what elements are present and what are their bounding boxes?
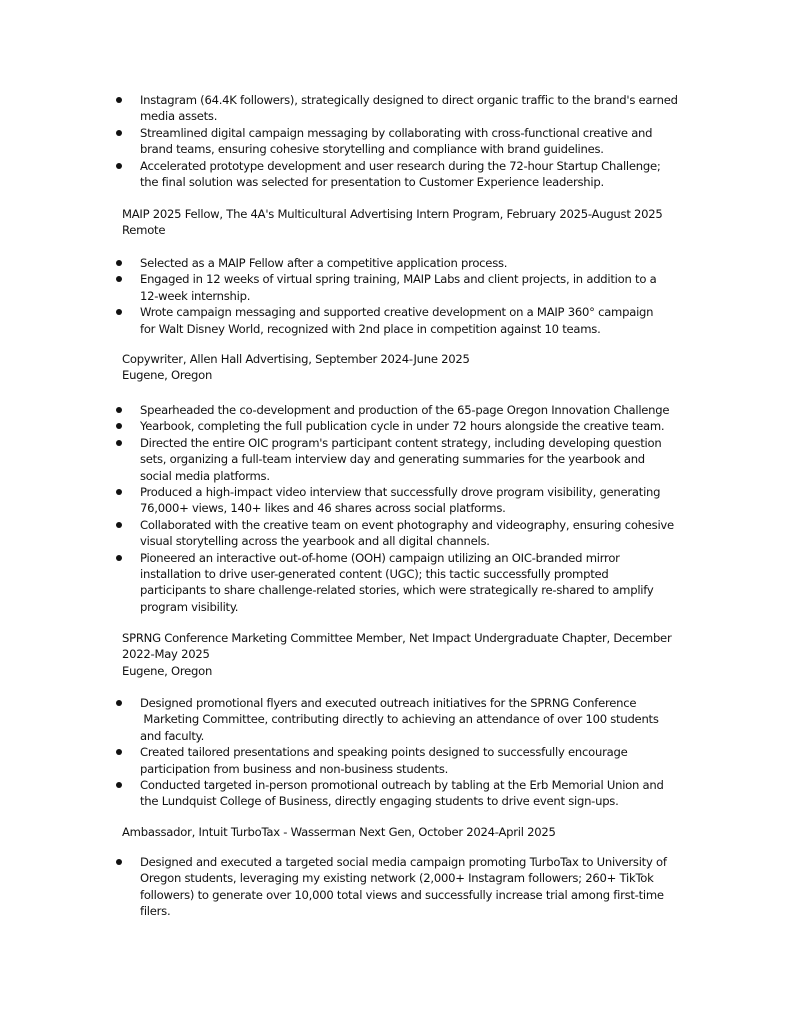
bullet-text-line: Instagram (64.4K followers), strategically designed to direct organic traffic to the brand's earned xyxy=(140,93,678,107)
bullet-icon xyxy=(116,522,122,528)
list-item xyxy=(0,304,791,337)
bullet-icon xyxy=(116,407,122,413)
list-item xyxy=(0,695,791,744)
bullet-text-line: Marketing Committee, contributing directly to achieving an attendance of over 100 students xyxy=(140,712,659,727)
bullet-list xyxy=(0,92,791,190)
bullet-text-line: Engaged in 12 weeks of virtual spring training, MAIP Labs and client projects, in addition to a xyxy=(140,272,657,287)
bullet-text-line: Yearbook, completing the full publication cycle in under 72 hours alongside the creative team. xyxy=(140,419,665,434)
bullet-list xyxy=(0,402,791,615)
bullet-icon xyxy=(116,859,122,865)
bullet-text-line: Created tailored presentations and speaking points designed to successfully encourage xyxy=(140,745,628,760)
heading-line: Ambassador, Intuit TurboTax - Wasserman Next Gen, October 2024-April 2025 xyxy=(122,825,556,839)
bullet-text-line: media assets. xyxy=(140,109,218,124)
bullet-text-line: Streamlined digital campaign messaging by collaborating with cross-functional creative and xyxy=(140,125,653,140)
bullet-icon xyxy=(116,130,122,136)
bullet-icon xyxy=(116,260,122,266)
bullet-text-line: sets, organizing a full-team interview day and generating summaries for the yearbook and xyxy=(140,452,645,467)
heading-line: SPRNG Conference Marketing Committee Member, Net Impact Undergraduate Chapter, December xyxy=(122,631,672,645)
bullet-text-line: Conducted targeted in-person promotional outreach by tabling at the Erb Memorial Union and xyxy=(140,777,664,792)
bullet-text-line: program visibility. xyxy=(140,599,239,614)
heading-line: MAIP 2025 Fellow, The 4A's Multicultural Advertising Intern Program, February 2025-August 2025 xyxy=(122,207,663,221)
bullet-text-line: Pioneered an interactive out-of-home (OOH) campaign utilizing an OIC-branded mirror xyxy=(140,550,620,565)
section-heading xyxy=(0,206,791,239)
section-heading xyxy=(0,824,791,840)
bullet-text-line: Designed and executed a targeted social media campaign promoting TurboTax to University of xyxy=(140,855,667,869)
bullet-text-line: Spearheaded the co-development and production of the 65-page Oregon Innovation Challenge xyxy=(140,403,670,417)
bullet-text-line: for Walt Disney World, recognized with 2nd place in competition against 10 teams. xyxy=(140,321,601,336)
list-item xyxy=(0,158,791,191)
list-item xyxy=(0,744,791,777)
bullet-list xyxy=(0,695,791,810)
list-item xyxy=(0,435,791,484)
list-item xyxy=(0,255,791,271)
bullet-icon xyxy=(116,555,122,561)
list-item xyxy=(0,271,791,304)
bullet-text-line: Collaborated with the creative team on event photography and videography, ensuring cohesive xyxy=(140,517,674,532)
bullet-text-line: Designed promotional flyers and executed outreach initiatives for the SPRNG Conference xyxy=(140,696,637,710)
list-item xyxy=(0,92,791,125)
bullet-text-line: visual storytelling across the yearbook and all digital channels. xyxy=(140,534,490,549)
bullet-list xyxy=(0,255,791,337)
bullet-text-line: social media platforms. xyxy=(140,468,270,483)
bullet-list xyxy=(0,854,791,920)
bullet-text-line: Accelerated prototype development and user research during the 72-hour Startup Challenge; xyxy=(140,158,661,173)
bullet-text-line: 12-week internship. xyxy=(140,288,251,303)
heading-line: Eugene, Oregon xyxy=(122,368,213,383)
heading-line: Eugene, Oregon xyxy=(122,663,213,678)
list-item xyxy=(0,402,791,418)
bullet-text-line: Directed the entire OIC program's participant content strategy, including developing question xyxy=(140,435,662,450)
bullet-icon xyxy=(116,782,122,788)
section-heading xyxy=(0,630,791,679)
list-item xyxy=(0,484,791,517)
list-item xyxy=(0,125,791,158)
bullet-text-line: Produced a high-impact video interview that successfully drove program visibility, generating xyxy=(140,484,661,499)
list-item xyxy=(0,517,791,550)
bullet-icon xyxy=(116,489,122,495)
bullet-text-line: participants to share challenge-related stories, which were strategically re-shared to amplify xyxy=(140,583,654,598)
list-item xyxy=(0,777,791,810)
heading-line: 2022-May 2025 xyxy=(122,647,210,662)
bullet-text-line: and faculty. xyxy=(140,728,205,743)
list-item xyxy=(0,550,791,616)
bullet-text-line: participation from business and non-business students. xyxy=(140,761,449,776)
bullet-text-line: filers. xyxy=(140,904,171,919)
heading-line: Remote xyxy=(122,223,166,238)
bullet-icon xyxy=(116,440,122,446)
bullet-text-line: the final solution was selected for presentation to Customer Experience leadership. xyxy=(140,174,604,189)
bullet-text-line: Wrote campaign messaging and supported creative development on a MAIP 360° campaign xyxy=(140,305,654,320)
bullet-text-line: followers) to generate over 10,000 total views and successfully increase trial among first-time xyxy=(140,887,664,902)
heading-line: Copywriter, Allen Hall Advertising, September 2024-June 2025 xyxy=(122,352,470,366)
list-item xyxy=(0,854,791,920)
bullet-text-line: installation to drive user-generated content (UGC); this tactic successfully prompted xyxy=(140,566,609,581)
bullet-icon xyxy=(116,97,122,103)
bullet-text-line: brand teams, ensuring cohesive storytelling and compliance with brand guidelines. xyxy=(140,142,604,157)
bullet-text-line: 76,000+ views, 140+ likes and 46 shares across social platforms. xyxy=(140,501,506,516)
bullet-icon xyxy=(116,700,122,706)
bullet-text-line: Selected as a MAIP Fellow after a competitive application process. xyxy=(140,256,508,270)
list-item xyxy=(0,418,791,434)
section-heading xyxy=(0,351,791,384)
bullet-icon xyxy=(116,163,122,169)
bullet-text-line: Oregon students, leveraging my existing network (2,000+ Instagram followers; 260+ TikTok xyxy=(140,871,654,886)
bullet-text-line: the Lundquist College of Business, directly engaging students to drive event sign-ups. xyxy=(140,794,619,809)
